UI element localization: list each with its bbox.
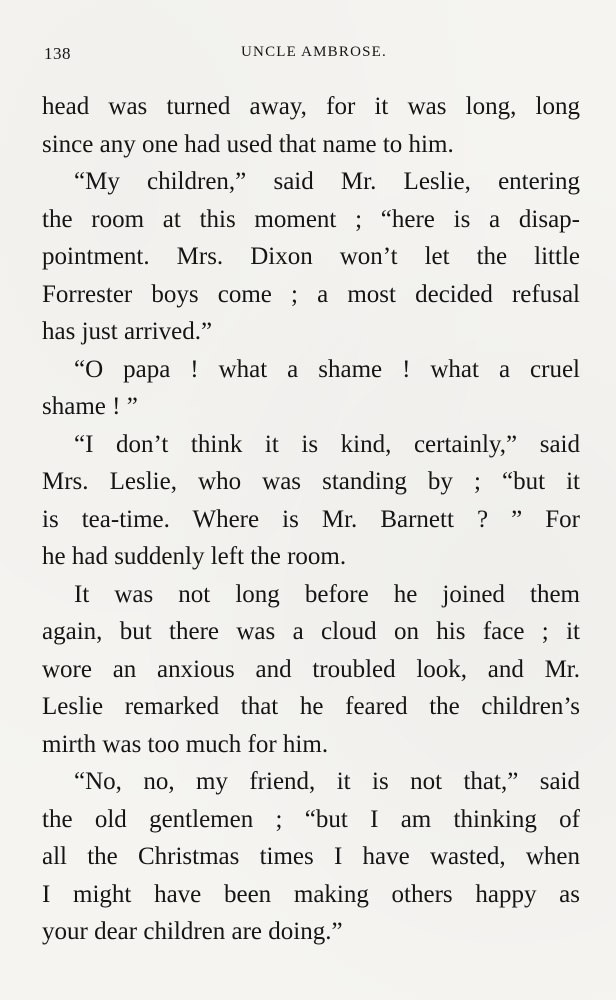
page-header [44, 44, 584, 68]
paragraph [42, 163, 580, 351]
text-line: Mrs. Leslie, who was standing by ; “but it [42, 468, 580, 495]
text-line: the room at this moment ; “here is a disap- [42, 205, 580, 233]
text-line: all the Christmas times I have wasted, when [42, 843, 580, 870]
text-line: Forrester boys come ; a most decided refusal [42, 280, 580, 308]
paragraph [42, 351, 580, 426]
text-line: again, but there was a cloud on his face ; it [42, 618, 580, 645]
text-line: has just arrived.” [42, 318, 213, 345]
paragraph [42, 576, 580, 764]
paragraph [42, 426, 580, 576]
text-line: “O papa ! what a shame ! what a cruel [74, 355, 580, 383]
text-line: your dear children are doing.” [42, 918, 343, 945]
text-line: It was not long before he joined them [74, 580, 580, 608]
paragraph [42, 763, 580, 951]
text-line: pointment. Mrs. Dixon won’t let the little [42, 243, 580, 270]
text-line: mirth was too much for him. [42, 730, 329, 758]
text-line: shame ! ” [42, 393, 138, 420]
running-title: UNCLE AMBROSE. [241, 44, 387, 60]
text-line: since any one had used that name to him. [42, 130, 454, 158]
text-line: “My children,” said Mr. Leslie, entering [74, 168, 580, 195]
text-line: “No, no, my friend, it is not that,” said [74, 768, 580, 795]
text-line: wore an anxious and troubled look, and Mr. [42, 655, 580, 683]
paragraph [42, 88, 580, 163]
text-line: is tea-time. Where is Mr. Barnett ? ” For [42, 505, 580, 533]
page-number: 138 [44, 44, 71, 63]
text-line: the old gentlemen ; “but I am thinking of [42, 805, 580, 833]
body-text [42, 88, 580, 951]
text-line: “I don’t think it is kind, certainly,” said [74, 430, 580, 458]
text-line: Leslie remarked that he feared the children’s [42, 693, 580, 720]
text-line: I might have been making others happy as [42, 880, 580, 908]
text-line: he had suddenly left the room. [42, 543, 347, 570]
text-line: head was turned away, for it was long, long [42, 93, 580, 120]
